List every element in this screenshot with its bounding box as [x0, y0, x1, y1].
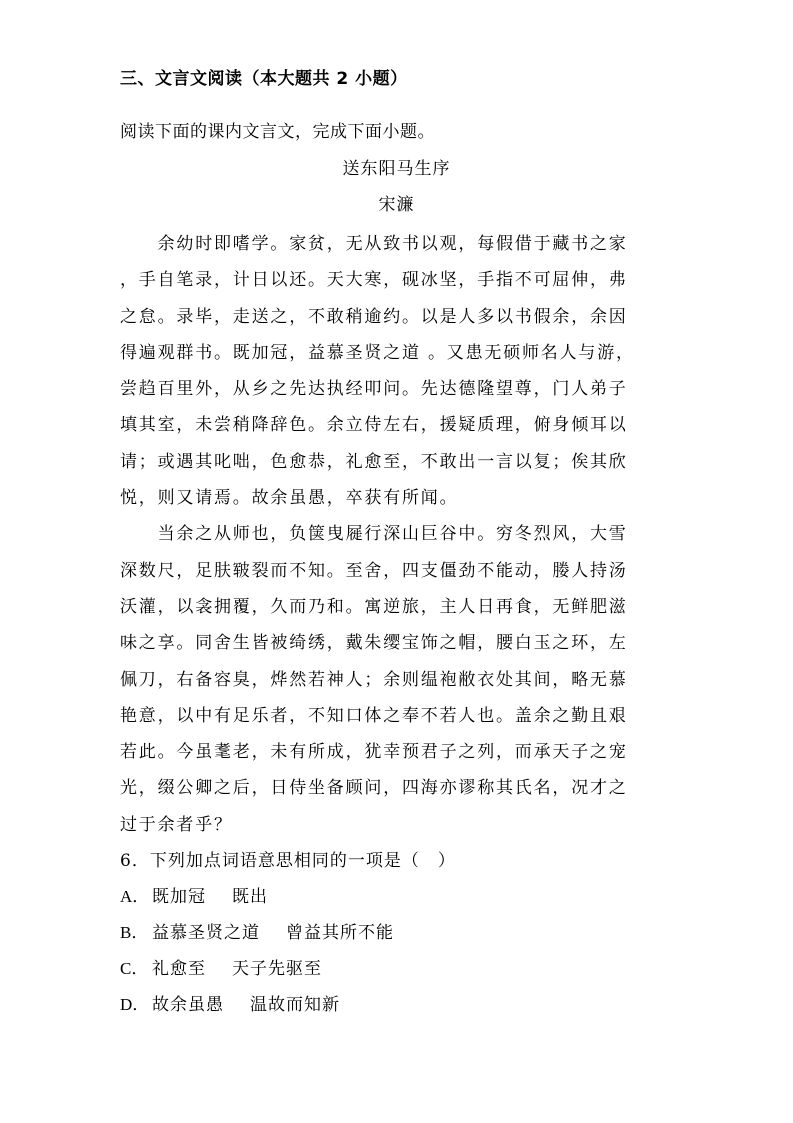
option-letter: B．	[120, 923, 149, 942]
passage-line: 当余之从师也，负箧曳屣行深山巨谷中。穷冬烈风，大雪	[120, 524, 628, 545]
option-letter: A．	[120, 887, 150, 906]
passage-body	[120, 226, 665, 843]
option-phrase-1: 故余虽愚	[152, 995, 224, 1015]
option-phrase-2: 天子先驱至	[232, 959, 322, 979]
option-phrase-1: 既加冠	[152, 887, 206, 907]
question-stem: 6．下列加点词语意思相同的一项是（ ）	[120, 851, 456, 871]
question-block	[120, 843, 680, 1023]
passage-line: 尝趋百里外，从乡之先达执经叩问。先达德隆望尊，门人弟子	[120, 379, 628, 400]
passage-line: 佩刀，右备容臭，烨然若神人；余则缊袍敝衣处其间，略无慕	[120, 669, 628, 690]
passage-line: 填其室，未尝稍降辞色。余立侍左右，援疑质理，俯身倾耳以	[120, 415, 628, 436]
passage-line: 光，缀公卿之后，日侍坐备顾问，四海亦谬称其氏名，况才之	[120, 778, 628, 799]
passage-line: 余幼时即嗜学。家贫，无从致书以观，每假借于藏书之家	[120, 234, 628, 254]
passage-line: 深数尺，足肤皲裂而不知。至舍，四支僵劲不能动，媵人持汤	[120, 560, 628, 581]
passage-line: 之怠。录毕，走送之，不敢稍逾约。以是人多以书假余，余因	[120, 306, 628, 327]
passage-line: 味之享。同舍生皆被绮绣，戴朱缨宝饰之帽，腰白玉之环，左	[120, 633, 628, 654]
option-letter: C．	[120, 959, 149, 978]
reading-instruction: 阅读下面的课内文言文，完成下面小题。	[120, 122, 435, 142]
passage-title: 送东阳马生序	[342, 159, 451, 179]
option-d	[120, 987, 680, 1023]
option-phrase-2: 既出	[232, 887, 268, 907]
option-phrase-1: 益慕圣贤之道	[152, 923, 260, 943]
passage-line: 悦，则又请焉。故余虽愚，卒获有所闻。	[120, 488, 459, 509]
option-c	[120, 951, 680, 987]
passage-line: 得遍观群书。既加冠，益慕圣贤之道 。又患无硕师名人与游，	[120, 342, 635, 363]
passage-line: 艳意，以中有足乐者，不知口体之奉不若人也。盖余之勤且艰	[120, 705, 628, 726]
option-a	[120, 879, 680, 915]
option-letter: D．	[120, 995, 150, 1014]
passage-line: 沃灌，以衾拥覆，久而乃和。寓逆旅，主人日再食，无鲜肥滋	[120, 596, 628, 617]
passage-line: 若此。今虽耄老，未有所成，犹幸预君子之列，而承天子之宠	[120, 742, 628, 763]
passage-line: 请；或遇其叱咄，色愈恭，礼愈至，不敢出一言以复；俟其欣	[120, 451, 628, 472]
option-phrase-1: 礼愈至	[152, 959, 206, 979]
passage-line: ，手自笔录，计日以还。天大寒，砚冰坚，手指不可屈伸，弗	[120, 270, 628, 291]
section-heading: 三、文言文阅读（本大题共 2 小题）	[120, 69, 408, 89]
passage-author: 宋濂	[378, 195, 415, 215]
option-phrase-2: 曾益其所不能	[286, 923, 394, 943]
option-phrase-2: 温故而知新	[250, 995, 340, 1015]
option-b	[120, 915, 680, 951]
passage-line: 过于余者乎？	[120, 814, 233, 835]
